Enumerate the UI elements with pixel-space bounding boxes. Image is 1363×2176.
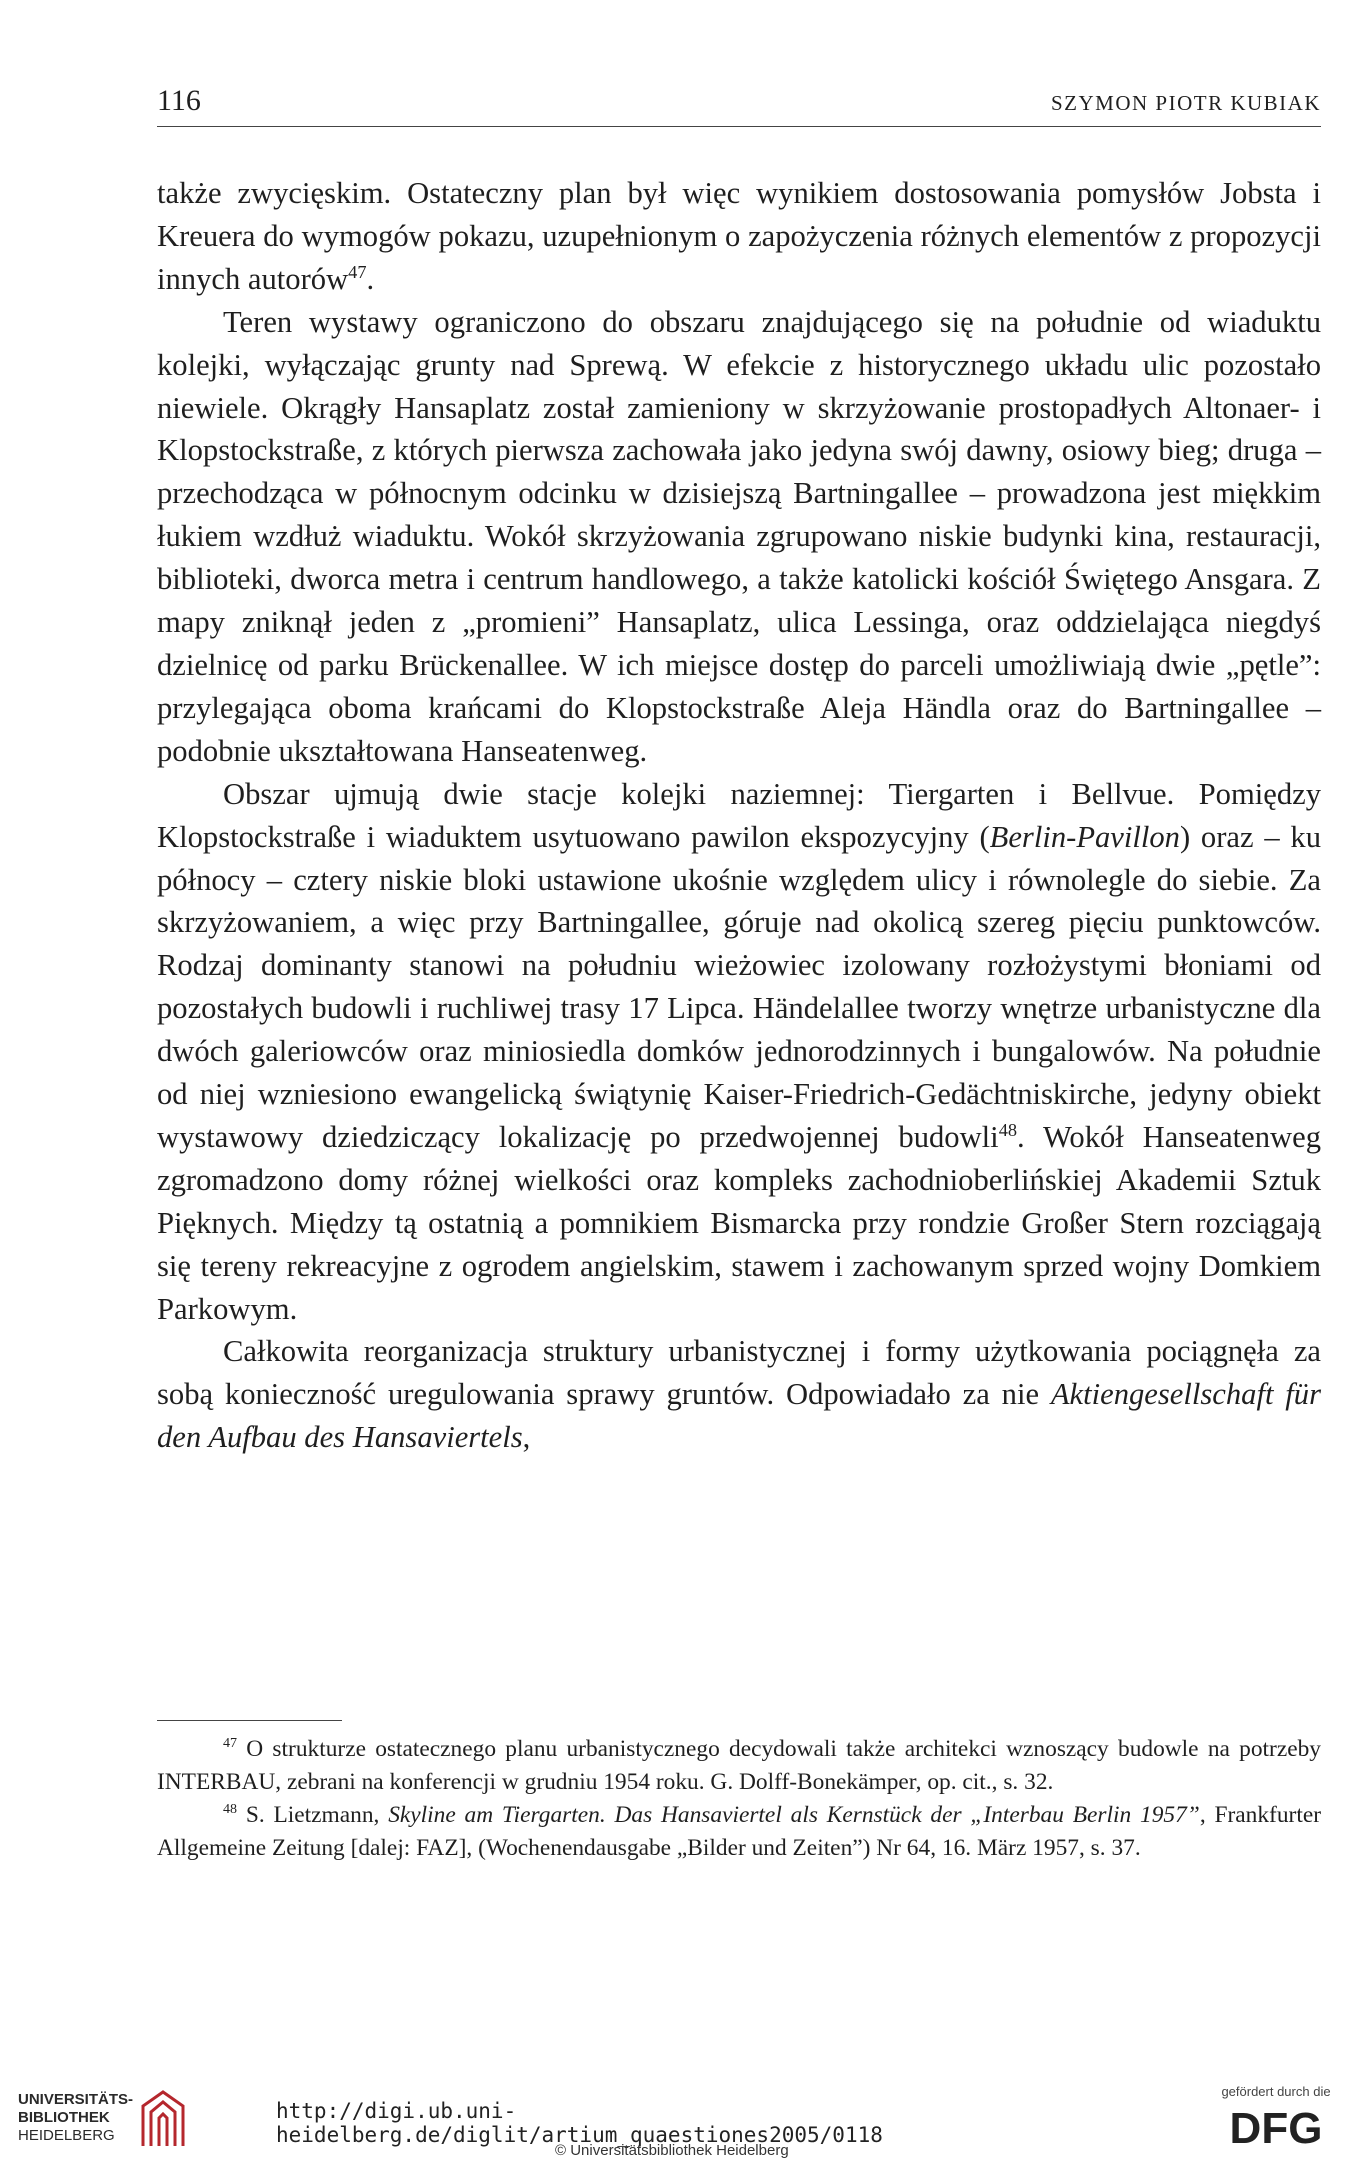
header-rule <box>157 126 1321 127</box>
body-text <box>157 172 1321 1459</box>
paragraph-1: także zwycięskim. Ostateczny plan był więc wynikiem dostosowania pomysłów Jobsta i Kreuera do wymogów pokazu, uzupełnionym o zapożyczenia różnych elementów z propozycji innych autorów$^{47}$. <box>157 176 1321 296</box>
footnote-47: $^{47}$ O strukturze ostatecznego planu urbanistycznego decydowali także architekci wznoszący budowle na potrzeby INTERBAU, zebrani na konferencji w grudniu 1954 roku. G. Dolff-Bonekämper, op. cit., s. 32. <box>157 1735 1321 1795</box>
footnote-48: $^{48}$ S. Lietzmann, Skyline am Tiergarten. Das Hansaviertel als Kernstück der „Interbau Berlin 1957”, Frankfurter Allgemeine Zeitung [dalej: FAZ], (Wochenendausgabe „Bilder und Zeiten”) Nr 64, 16. März 1957, s. 37. <box>157 1801 1322 1861</box>
paragraph-2: Teren wystawy ograniczono do obszaru znajdującego się na południe od wiaduktu kolejki, wyłączając grunty nad Sprewą. W efekcie z historycznego układu ulic pozostało niewiele. Okrągły Hansaplatz został zamieniony w skrzyżowanie prostopadłych Altonaer- i Klopstockstraße, z których pierwsza zachowała jako jedyna swój dawny, osiowy bieg; druga – przechodząca w północnym odcinku w dzisiejszą Bartningallee – prowadzona jest miękkim łukiem wzdłuż wiaduktu. Wokół skrzyżowania zgrupowano niskie budynki kina, restauracji, biblioteki, dworca metra i centrum handlowego, a także katolicki kościół Świętego Ansgara. Z mapy zniknął jeden z „promieni” Hansaplatz, ulica Lessinga, oraz oddzielająca niegdyś dzielnicę od parku Brückenallee. W ich miejsce dostęp do parceli umożliwiają dwie „pętle”: przylegająca oboma krańcami do Klopstockstraße Aleja Händla oraz do Bartningallee – podobnie ukształtowana Hanseatenweg. <box>157 304 1321 768</box>
dfg-caption: gefördert durch die <box>1221 2084 1331 2099</box>
footnotes <box>157 1733 1321 1865</box>
svg-text:DFG: DFG <box>1229 2104 1323 2151</box>
dfg-sponsor <box>1208 2084 1344 2156</box>
paragraph-3: Obszar ujmują dwie stacje kolejki naziemnej: Tiergarten i Bellvue. Pomiędzy Klopstockstraße i wiaduktem usytuowano pawilon ekspozycyjny (Berlin-Pavillon) oraz – ku północy – cztery niskie bloki ustawione ukośnie względem ulicy i równolegle do siebie. Za skrzyżowaniem, a więc przy Bartningallee, góruje nad okolicą szereg pięciu punktowców. Rodzaj dominanty stanowi na południu wieżowiec izolowany rozłożystymi błoniami od pozostałych budowli i ruchliwej trasy 17 Lipca. Händelallee tworzy wnętrze urbanistyczne dla dwóch galeriowców oraz miniosiedla domków jednorodzinnych i bungalowów. Na południe od niej wzniesiono ewangelicką świątynię Kaiser-Friedrich-Gedächtniskirche, jedyny obiekt wystawowy dziedziczący lokalizację po przedwojennej budowli$^{48}$. Wokół Hanseatenweg zgromadzono domy różnej wielkości oraz kompleks zachodnioberlińskiej Akademii Sztuk Pięknych. Między tą ostatnią a pomnikiem Bismarcka przy rondzie Großer Stern rozciągają się tereny rekreacyjne z ogrodem angielskim, stawem i zachowanym sprzed wojny Domkiem Parkowym. <box>157 776 1321 1326</box>
copyright-notice: © Universitätsbibliothek Heidelberg <box>555 2142 789 2159</box>
digital-library-link[interactable]: http://digi.ub.uni-heidelberg.de/diglit/artium_quaestiones2005/0118 <box>276 2099 883 2147</box>
library-name: UNIVERSITÄTS- BIBLIOTHEK HEIDELBERG <box>18 2091 134 2144</box>
page-number: 116 <box>157 84 201 117</box>
library-logo[interactable] <box>18 2086 193 2150</box>
dfg-logo-icon <box>1211 2103 1341 2151</box>
library-emblem-icon <box>133 2086 193 2150</box>
footer <box>0 2070 1363 2176</box>
footnote-ref-48[interactable]: 48 <box>998 1119 1018 1140</box>
page-header <box>157 84 1321 118</box>
footnote-rule <box>157 1720 342 1721</box>
paragraph-4: Całkowita reorganizacja struktury urbanistycznej i formy użytkowania pociągnęła za sobą konieczność uregulowania sprawy gruntów. Odpowiadało za nie Aktiengesellschaft für den Aufbau des Hansaviertels, <box>157 1334 1321 1455</box>
running-head: SZYMON PIOTR KUBIAK <box>1050 91 1321 115</box>
footnote-ref-47[interactable]: 47 <box>348 261 367 282</box>
